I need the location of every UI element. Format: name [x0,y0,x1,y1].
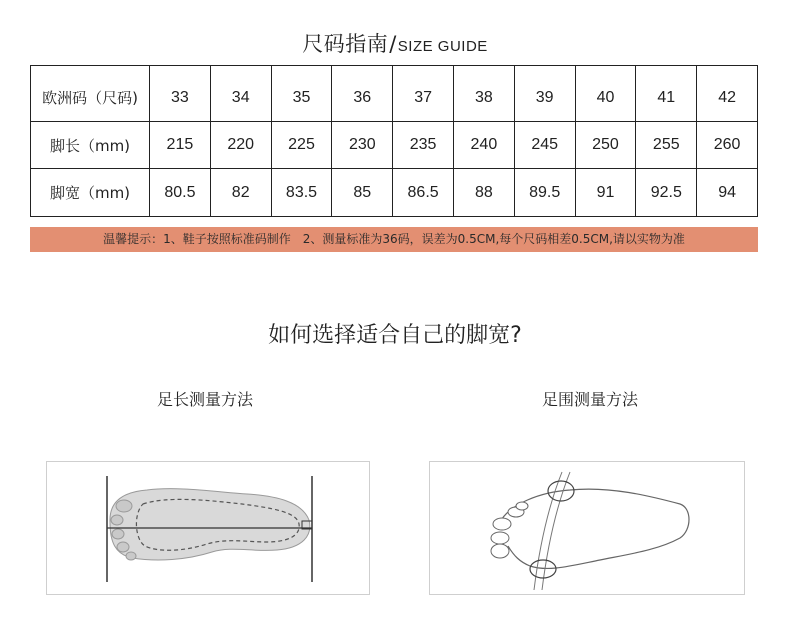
size-cell: 92.5 [636,169,697,217]
size-cell: 39 [514,66,575,122]
foot-width-question: 如何选择适合自己的脚宽? [268,323,522,348]
size-cell: 86.5 [393,169,454,217]
size-cell: 41 [636,66,697,122]
size-cell: 260 [697,122,758,169]
size-cell: 34 [210,66,271,122]
row-header: 脚长（mm) [31,122,150,169]
size-cell: 250 [575,122,636,169]
size-cell: 33 [150,66,211,122]
size-cell: 220 [210,122,271,169]
girth-method-label: 足围测量方法 [541,390,638,409]
title-separator: / [389,32,397,56]
row-header: 欧洲码（尺码) [31,66,150,122]
size-cell: 235 [393,122,454,169]
title-en: SIZE GUIDE [397,38,488,55]
notice-banner: 温馨提示：1、鞋子按照标准码制作 2、测量标准为36码，误差为0.5CM,每个尺码相差0.5CM,请以实物为准 [30,227,758,252]
size-cell: 240 [453,122,514,169]
size-cell: 94 [697,169,758,217]
length-method-label: 足长测量方法 [156,390,253,409]
size-cell: 83.5 [271,169,332,217]
size-cell: 40 [575,66,636,122]
size-cell: 36 [332,66,393,122]
size-cell: 230 [332,122,393,169]
size-guide-title [0,28,790,58]
size-cell: 80.5 [150,169,211,217]
foot-girth-diagram-icon [430,462,744,594]
size-cell: 215 [150,122,211,169]
size-cell: 245 [514,122,575,169]
size-cell: 255 [636,122,697,169]
size-cell: 225 [271,122,332,169]
size-table [30,65,758,217]
foot-length-diagram-icon [47,462,369,594]
size-cell: 37 [393,66,454,122]
foot-girth-illustration [429,461,745,595]
size-cell: 89.5 [514,169,575,217]
size-table-row [31,122,758,169]
size-table-row [31,169,758,217]
size-cell: 85 [332,169,393,217]
size-cell: 35 [271,66,332,122]
foot-length-illustration [46,461,370,595]
size-cell: 42 [697,66,758,122]
size-cell: 91 [575,169,636,217]
title-cn: 尺码指南 [302,32,389,56]
size-cell: 82 [210,169,271,217]
row-header: 脚宽（mm) [31,169,150,217]
size-cell: 88 [453,169,514,217]
size-table-row [31,66,758,122]
size-cell: 38 [453,66,514,122]
